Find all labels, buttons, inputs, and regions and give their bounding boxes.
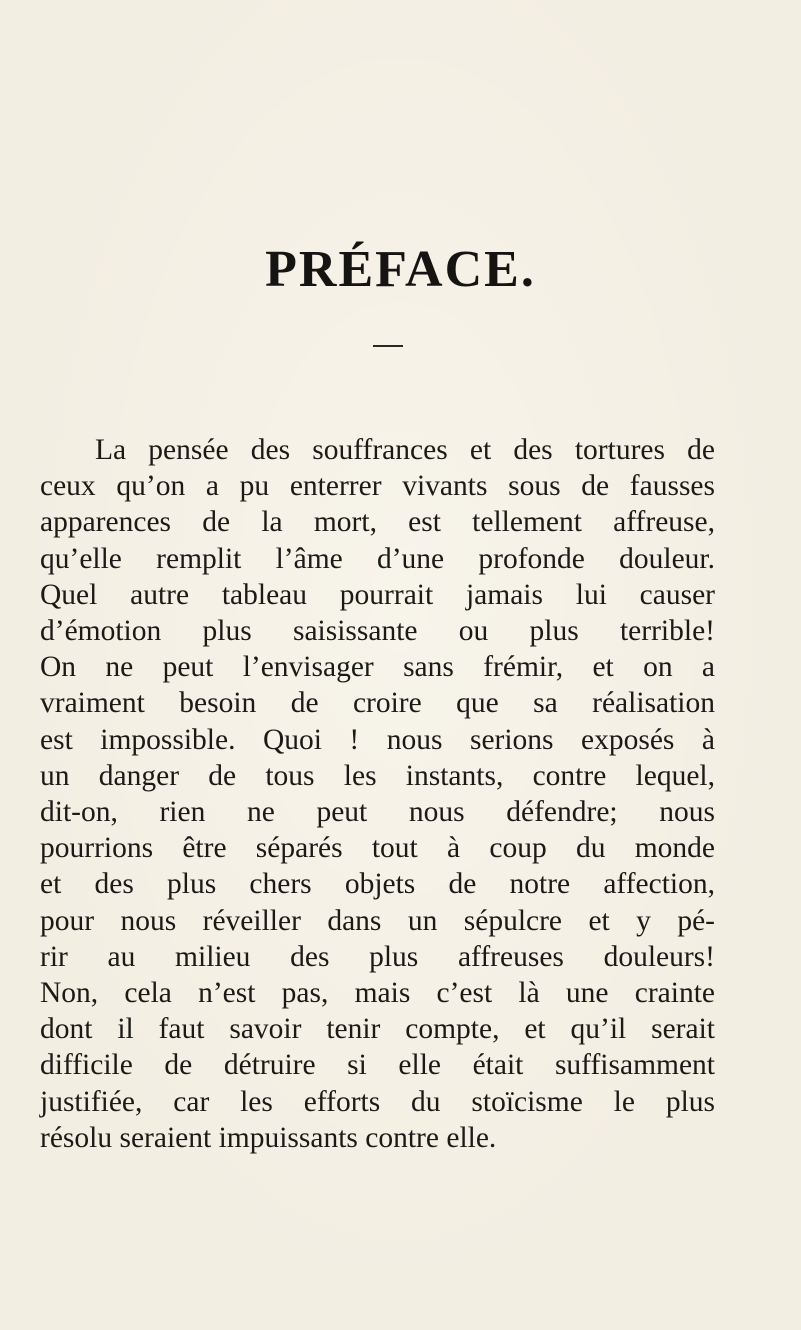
paragraph-line: d’émotion plus saisissante ou plus terrible! bbox=[40, 615, 715, 648]
paragraph-line: pour nous réveiller dans un sépulcre et y pé- bbox=[40, 904, 715, 937]
paragraph-line: dont il faut savoir tenir compte, et qu’il serait bbox=[40, 1013, 715, 1046]
paragraph-line: un danger de tous les instants, contre lequel, bbox=[40, 759, 715, 792]
paragraph-line: rir au milieu des plus affreuses douleurs! bbox=[40, 940, 715, 973]
paragraph-line: et des plus chers objets de notre affection, bbox=[40, 868, 715, 901]
paragraph-line: résolu seraient impuissants contre elle. bbox=[40, 1121, 497, 1154]
paragraph-line: difficile de détruire si elle était suffisamment bbox=[40, 1049, 715, 1082]
paragraph-line: justifiée, car les efforts du stoïcisme le plus bbox=[40, 1085, 715, 1118]
paragraph-line: qu’elle remplit l’âme d’une profonde douleur. bbox=[40, 542, 715, 575]
paragraph-line: ceux qu’on a pu enterrer vivants sous de fausses bbox=[40, 470, 715, 503]
paragraph-line: On ne peut l’envisager sans frémir, et on a bbox=[40, 651, 715, 684]
paragraph-line: La pensée des souffrances et des tortures de bbox=[95, 434, 715, 466]
paragraph-line: Quel autre tableau pourrait jamais lui causer bbox=[40, 578, 715, 611]
paragraph-line: vraiment besoin de croire que sa réalisation bbox=[40, 687, 715, 720]
title-divider bbox=[373, 345, 403, 347]
preface-paragraph bbox=[40, 432, 715, 1156]
paragraph-line: pourrions être séparés tout à coup du monde bbox=[40, 832, 715, 865]
paragraph-line: dit-on, rien ne peut nous défendre; nous bbox=[40, 796, 715, 829]
paragraph-line: apparences de la mort, est tellement affreuse, bbox=[40, 506, 715, 539]
page-title: PRÉFACE. bbox=[265, 241, 536, 298]
paragraph-line: Non, cela n’est pas, mais c’est là une crainte bbox=[40, 977, 715, 1010]
paragraph-line: est impossible. Quoi ! nous serions exposés à bbox=[40, 723, 715, 756]
